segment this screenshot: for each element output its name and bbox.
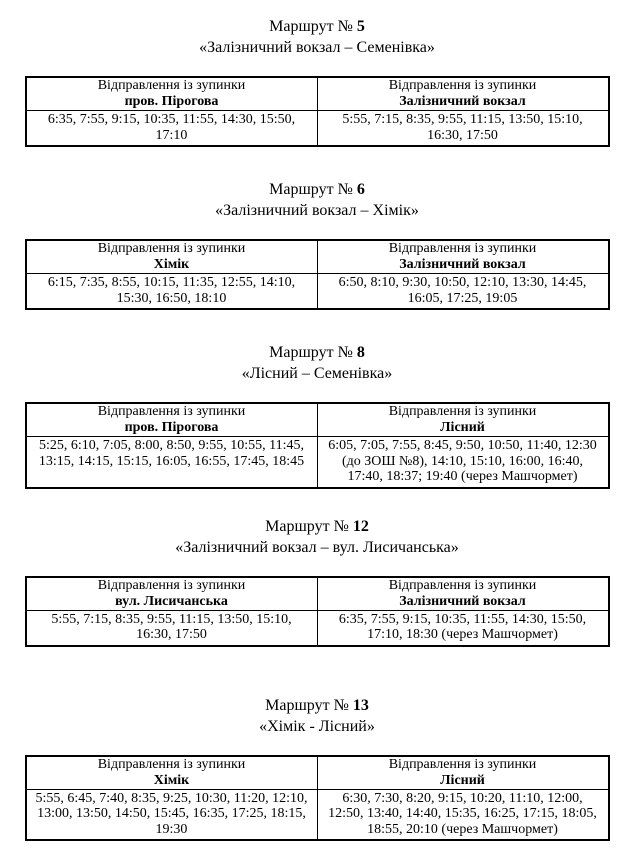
route-section-6 (0, 179, 634, 310)
route-subtitle: «Залізничний вокзал – Хімік» (215, 202, 419, 219)
times-cell-right: 6:30, 7:30, 8:20, 9:15, 10:20, 11:10, 12:00, 12:50, 13:40, 14:40, 15:35, 16:25, 17:15, 18:05, 18:55, 20:10 (через Машчормет) (317, 789, 609, 840)
table-times-row (26, 789, 609, 840)
route-title (0, 516, 634, 537)
times-cell-right: 5:55, 7:15, 8:35, 9:55, 11:15, 13:50, 15:10, 16:30, 17:50 (317, 111, 609, 147)
header-caption: Відправлення із зупинки (388, 78, 537, 93)
route-subtitle: «Лісний – Семенівка» (241, 365, 393, 382)
route-title (0, 179, 634, 200)
route-subtitle: «Залізничний вокзал – Семенівка» (199, 39, 435, 56)
route-subtitle: «Залізничний вокзал – вул. Лисичанська» (175, 538, 459, 556)
table-header-row (26, 403, 609, 437)
stop-name: пров. Пірогова (124, 94, 219, 109)
header-caption: Відправлення із зупинки (97, 404, 246, 419)
stop-name: Лісний (440, 420, 485, 435)
route-subtitle: «Хімік - Лісний» (259, 717, 375, 735)
header-caption: Відправлення із зупинки (388, 577, 537, 593)
header-caption: Відправлення із зупинки (97, 577, 246, 593)
stop-name: Залізничний вокзал (399, 94, 526, 109)
table-header-row (26, 756, 609, 790)
header-caption: Відправлення із зупинки (388, 756, 537, 772)
route-section-12 (0, 516, 634, 647)
column-header-right (317, 403, 609, 437)
times-cell-left: 5:25, 6:10, 7:05, 8:00, 8:50, 9:55, 10:55, 11:45, 13:15, 14:15, 15:15, 16:05, 16:55, 17:45, 18:45 (26, 437, 318, 488)
route-title-prefix: Маршрут № (265, 696, 353, 714)
times-cell-right: 6:50, 8:10, 9:30, 10:50, 12:10, 13:30, 14:45, 16:05, 17:25, 19:05 (317, 274, 609, 310)
route-section-8 (0, 342, 634, 489)
stop-name: Хімік (153, 772, 190, 788)
route-title (0, 342, 634, 363)
times-cell-right: 6:35, 7:55, 9:15, 10:35, 11:55, 14:30, 15:50, 17:10, 18:30 (через Машчормет) (317, 610, 609, 646)
times-cell-left: 5:55, 7:15, 8:35, 9:55, 11:15, 13:50, 15:10, 16:30, 17:50 (26, 610, 318, 646)
header-caption: Відправлення із зупинки (97, 756, 246, 772)
route-number: 5 (356, 18, 365, 35)
route-number: 12 (352, 517, 369, 535)
route-title-prefix: Маршрут № (269, 344, 357, 361)
table-header-row (26, 77, 609, 111)
times-cell-left: 6:35, 7:55, 9:15, 10:35, 11:55, 14:30, 15:50, 17:10 (26, 111, 318, 147)
stop-name: пров. Пірогова (124, 420, 219, 435)
column-header-right (317, 77, 609, 111)
header-caption: Відправлення із зупинки (388, 241, 537, 256)
route-number: 8 (356, 344, 365, 361)
column-header-left (26, 403, 318, 437)
times-cell-left: 5:55, 6:45, 7:40, 8:35, 9:25, 10:30, 11:20, 12:10, 13:00, 13:50, 14:50, 15:45, 16:35, 17:25, 18:15, 19:30 (26, 789, 318, 840)
stop-name: Лісний (440, 772, 485, 788)
route-title-prefix: Маршрут № (269, 18, 357, 35)
schedule-table (25, 239, 610, 310)
header-caption: Відправлення із зупинки (388, 404, 537, 419)
stop-name: Залізничний вокзал (399, 593, 526, 609)
table-times-row (26, 111, 609, 147)
schedule-table (25, 76, 610, 147)
column-header-left (26, 77, 318, 111)
route-title (0, 695, 634, 716)
stop-name: Залізничний вокзал (399, 257, 526, 272)
schedule-table (25, 576, 610, 647)
schedule-table (25, 402, 610, 489)
stop-name: Хімік (153, 257, 190, 272)
route-number: 6 (356, 181, 365, 198)
column-header-right (317, 240, 609, 274)
column-header-right (317, 577, 609, 611)
table-times-row (26, 610, 609, 646)
schedule-table (25, 755, 610, 842)
table-times-row (26, 274, 609, 310)
route-section-13 (0, 695, 634, 842)
header-caption: Відправлення із зупинки (97, 241, 246, 256)
column-header-right (317, 756, 609, 790)
header-caption: Відправлення із зупинки (97, 78, 246, 93)
table-header-row (26, 577, 609, 611)
route-section-5 (0, 16, 634, 147)
stop-name: вул. Лисичанська (115, 593, 228, 609)
column-header-left (26, 577, 318, 611)
table-header-row (26, 240, 609, 274)
table-times-row (26, 437, 609, 488)
times-cell-left: 6:15, 7:35, 8:55, 10:15, 11:35, 12:55, 14:10, 15:30, 16:50, 18:10 (26, 274, 318, 310)
route-title-prefix: Маршрут № (265, 517, 353, 535)
times-cell-right: 6:05, 7:05, 7:55, 8:45, 9:50, 10:50, 11:40, 12:30 (до ЗОШ №8), 14:10, 15:10, 16:00, 16:40, 17:40, 18:37; 19:40 (через Машчормет) (317, 437, 609, 488)
route-title (0, 16, 634, 37)
column-header-left (26, 756, 318, 790)
route-number: 13 (352, 696, 369, 714)
column-header-left (26, 240, 318, 274)
route-title-prefix: Маршрут № (269, 181, 357, 198)
